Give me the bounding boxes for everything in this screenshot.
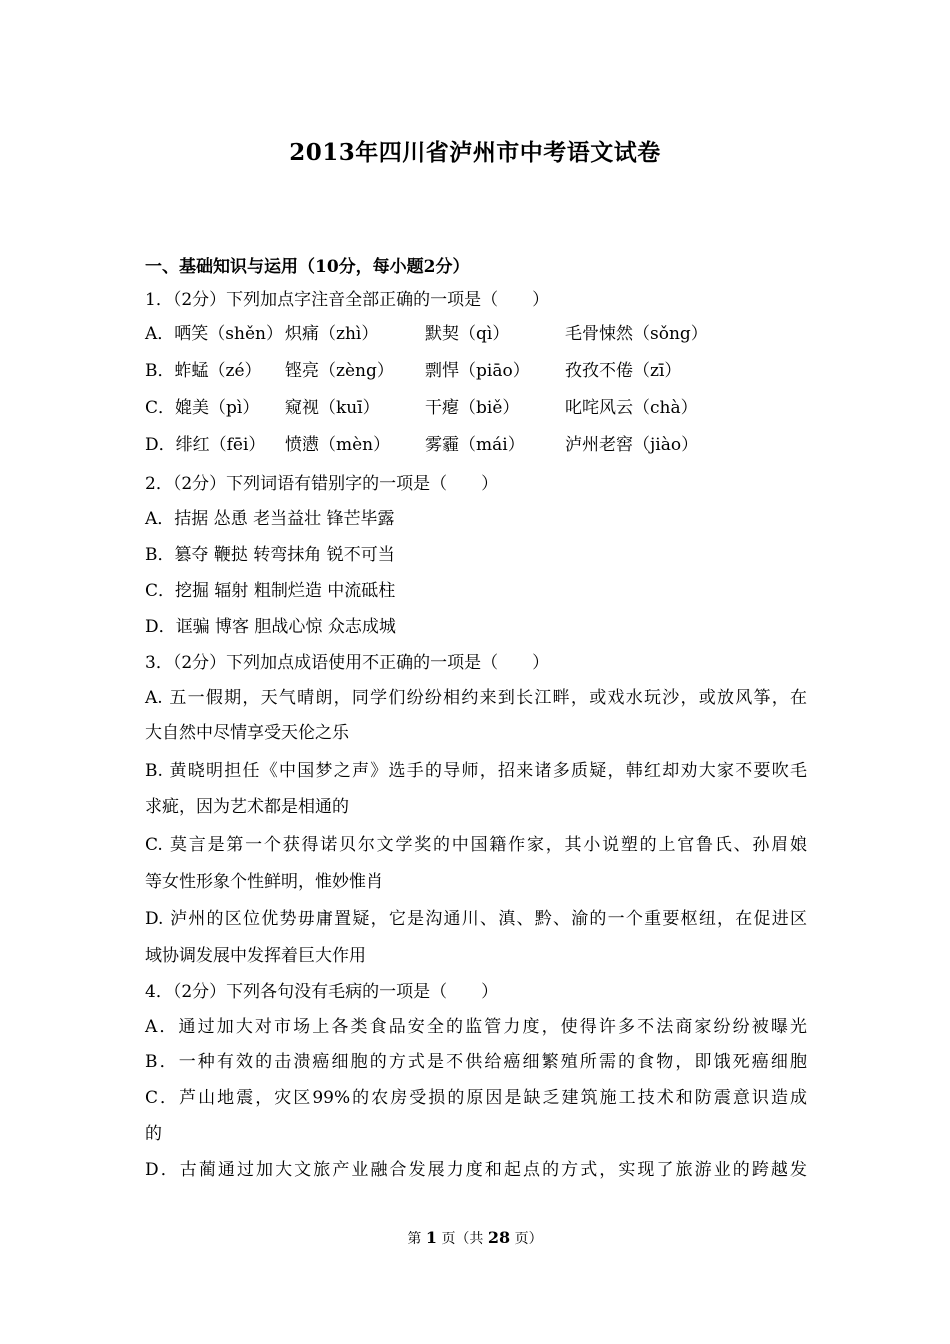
question-1-option-d (145, 433, 698, 457)
question-1-option-b (145, 359, 681, 383)
option-item: 默契（qì） (425, 324, 510, 344)
section-heading: 一、基础知识与运用（10分，每小题2分） (145, 257, 470, 277)
question-3-option-a: A. 五一假期，天气晴朗，同学们纷纷相约来到长江畔，或戏水玩沙，或放风筝，在 (145, 688, 807, 708)
question-2-stem: 2．（2分）下列词语有错别字的一项是（ ） (145, 474, 499, 494)
question-4-option-a: A．通过加大对市场上各类食品安全的监管力度，使得许多不法商家纷纷被曝光 (145, 1017, 807, 1037)
page-footer (0, 1228, 950, 1248)
question-2-option-d: D．诓骗 博客 胆战心惊 众志成城 (145, 617, 396, 637)
question-3-option-a-cont: 大自然中尽情享受天伦之乐 (145, 723, 349, 743)
footer-suffix: 页） (514, 1231, 543, 1247)
question-4-option-b: B．一种有效的击溃癌细胞的方式是不供给癌细繁殖所需的食物，即饿死癌细胞 (145, 1052, 807, 1072)
option-item: D．绯红（fēi） (145, 435, 266, 455)
page-number: 1 (425, 1228, 437, 1247)
question-3-option-c: C. 莫言是第一个获得诺贝尔文学奖的中国籍作家，其小说塑的上官鲁氏、孙眉娘 (145, 835, 807, 855)
question-3-option-d-cont: 域协调发展中发挥着巨大作用 (145, 946, 366, 966)
footer-mid: 页（共 (441, 1231, 484, 1247)
question-2-option-b: B．篡夺 鞭挞 转弯抹角 锐不可当 (145, 545, 395, 565)
question-1-stem: 1．（2分）下列加点字注音全部正确的一项是（ ） (145, 290, 550, 310)
question-3-stem: 3．（2分）下列加点成语使用不正确的一项是（ ） (145, 653, 550, 673)
option-item: A．哂笑（shěn） (145, 324, 283, 344)
question-3-option-b-cont: 求疵，因为艺术都是相通的 (145, 797, 349, 817)
question-1-option-c (145, 396, 698, 420)
option-item: 铿亮（zèng） (285, 361, 394, 381)
footer-prefix: 第 (407, 1231, 422, 1247)
question-4-stem: 4．（2分）下列各句没有毛病的一项是（ ） (145, 982, 499, 1002)
question-4-option-c-cont: 的 (145, 1124, 162, 1144)
question-3-option-d: D. 泸州的区位优势毋庸置疑，它是沟通川、滇、黔、渝的一个重要枢纽，在促进区 (145, 909, 807, 929)
option-item: 炽痛（zhì） (285, 324, 379, 344)
option-item: C．媲美（pì） (145, 398, 260, 418)
question-4-option-d: D．古蔺通过加大文旅产业融合发展力度和起点的方式，实现了旅游业的跨越发 (145, 1160, 807, 1180)
option-item: 孜孜不倦（zī） (565, 361, 682, 381)
question-1-option-a (145, 322, 708, 346)
option-item: 剽悍（piāo） (425, 361, 530, 381)
option-item: B．蚱蜢（zé） (145, 361, 262, 381)
question-4-option-c: C．芦山地震，灾区99%的农房受损的原因是缺乏建筑施工技术和防震意识造成 (145, 1088, 807, 1108)
option-item: 愤懑（mèn） (285, 435, 391, 455)
question-3-option-b: B. 黄晓明担任《中国梦之声》选手的导师，招来诸多质疑，韩红却劝大家不要吹毛 (145, 761, 807, 781)
document-title: 2013年四川省泸州市中考语文试卷 (289, 139, 661, 166)
page-total: 28 (487, 1228, 511, 1247)
option-item: 窥视（kuī） (285, 398, 380, 418)
option-item: 毛骨悚然（sǒng） (565, 324, 708, 344)
option-item: 干瘪（biě） (425, 398, 520, 418)
option-item: 泸州老窖（jiào） (565, 435, 699, 455)
option-item: 雾霾（mái） (425, 435, 525, 455)
question-2-option-c: C．挖掘 辐射 粗制烂造 中流砥柱 (145, 581, 396, 601)
question-2-option-a: A．拮据 怂恿 老当益壮 锋芒毕露 (145, 509, 395, 529)
question-3-option-c-cont: 等女性形象个性鲜明，惟妙惟肖 (145, 872, 383, 892)
option-item: 叱咤风云（chà） (565, 398, 698, 418)
